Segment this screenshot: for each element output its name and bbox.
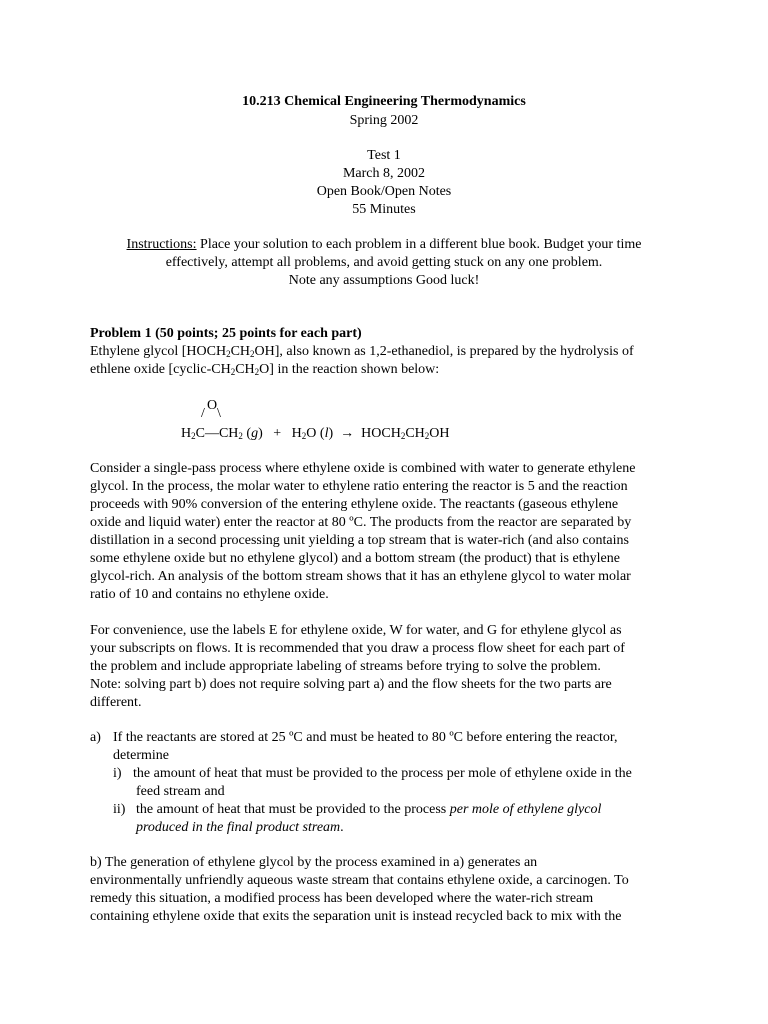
para2-line: Note: solving part b) does not require solving part a) and the flow sheets for the two parts are: [90, 677, 612, 692]
para2-line: For convenience, use the labels E for ethylene oxide, W for water, and G for ethylene glycol as: [90, 623, 622, 638]
part-b-line: remedy this situation, a modified process has been developed where the water-rich stream: [90, 891, 594, 906]
part-a-line-2: determine: [113, 748, 169, 763]
part-a-i-line-1: the amount of heat that must be provided to the process per mole of ethylene oxide in the: [133, 766, 632, 781]
instructions-line-3: Note any assumptions Good luck!: [288, 273, 480, 288]
para1-line: ratio of 10 and contains no ethylene oxide.: [90, 587, 329, 602]
course-title: 10.213 Chemical Engineering Thermodynamics: [242, 94, 526, 109]
para1-line: some ethylene oxide but no ethylene glycol) and a bottom stream (the product) that is ethylene: [90, 551, 620, 566]
term: Spring 2002: [349, 113, 419, 128]
part-b-line: containing ethylene oxide that exits the separation unit is instead recycled back to mix with the: [90, 909, 622, 924]
part-a-ii-line-2: produced in the final product stream.: [136, 820, 344, 835]
para1-line: proceeds with 90% conversion of the entering ethylene oxide. The reactants (gaseous ethylene: [90, 497, 619, 512]
part-a-i-line-2: feed stream and: [136, 784, 225, 799]
para2-line: different.: [90, 695, 142, 710]
part-a-ii-marker: ii): [113, 802, 126, 817]
epoxide-bond-right: \: [217, 406, 221, 421]
part-b-line: b) The generation of ethylene glycol by the process examined in a) generates an: [90, 855, 538, 870]
part-b-line: environmentally unfriendly aqueous waste stream that contains ethylene oxide, a carcinogen. To: [90, 873, 629, 888]
para1-line: glycol. In the process, the molar water to ethylene ratio entering the reactor is 5 and the reaction: [90, 479, 628, 494]
para2-line: your subscripts on flows. It is recommended that you draw a process flow sheet for each part of: [90, 641, 625, 656]
instructions-line-2: effectively, attempt all problems, and avoid getting stuck on any one problem.: [165, 255, 603, 270]
epoxide-oxygen: O: [207, 398, 218, 413]
part-a-line-1: If the reactants are stored at 25 ºC and must be heated to 80 ºC before entering the reactor,: [113, 730, 618, 745]
problem-1-intro-line-2: ethlene oxide $[cyclic-CH_2CH_2O]$ in the reaction shown below:: [90, 362, 440, 377]
para1-line: oxide and liquid water) enter the reactor at 80 ºC. The products from the reactor are separated by: [90, 515, 632, 530]
part-a-marker: a): [90, 730, 101, 745]
instructions-line-1: Instructions: Place your solution to each problem in a different blue book. Budget your time: [126, 237, 642, 252]
exam-date: March 8, 2002: [342, 166, 426, 181]
problem-1-heading: Problem 1 (50 points; 25 points for each part): [90, 326, 362, 341]
test-number: Test 1: [367, 148, 401, 163]
epoxide-bond-left: /: [201, 406, 205, 421]
para1-line: Consider a single-pass process where ethylene oxide is combined with water to generate ethylene: [90, 461, 636, 476]
instructions-label: Instructions:: [126, 237, 197, 252]
reaction-arrow: →: [340, 426, 355, 441]
part-a-ii-line-1: the amount of heat that must be provided to the process per mole of ethylene glycol: [136, 802, 602, 817]
exam-duration: 55 Minutes: [352, 202, 416, 217]
part-a-i-marker: i): [113, 766, 122, 781]
para2-line: the problem and include appropriate labeling of streams before trying to solve the problem.: [90, 659, 601, 674]
reaction-equation: $H_2C—CH_2$ (g) + $H_2O$ $(l) \to HOCH_2CH_2OH$: [181, 426, 450, 441]
exam-format: Open Book/Open Notes: [316, 184, 452, 199]
problem-1-intro-line-1: Ethylene glycol $[HOCH_2CH_2OH]$, also known as 1,2-ethanediol, is prepared by the hydrolysis of: [90, 344, 634, 359]
para1-line: glycol-rich. An analysis of the bottom stream shows that it has an ethylene glycol to water molar: [90, 569, 631, 584]
para1-line: distillation in a second processing unit yielding a top stream that is water-rich (and also contains: [90, 533, 629, 548]
